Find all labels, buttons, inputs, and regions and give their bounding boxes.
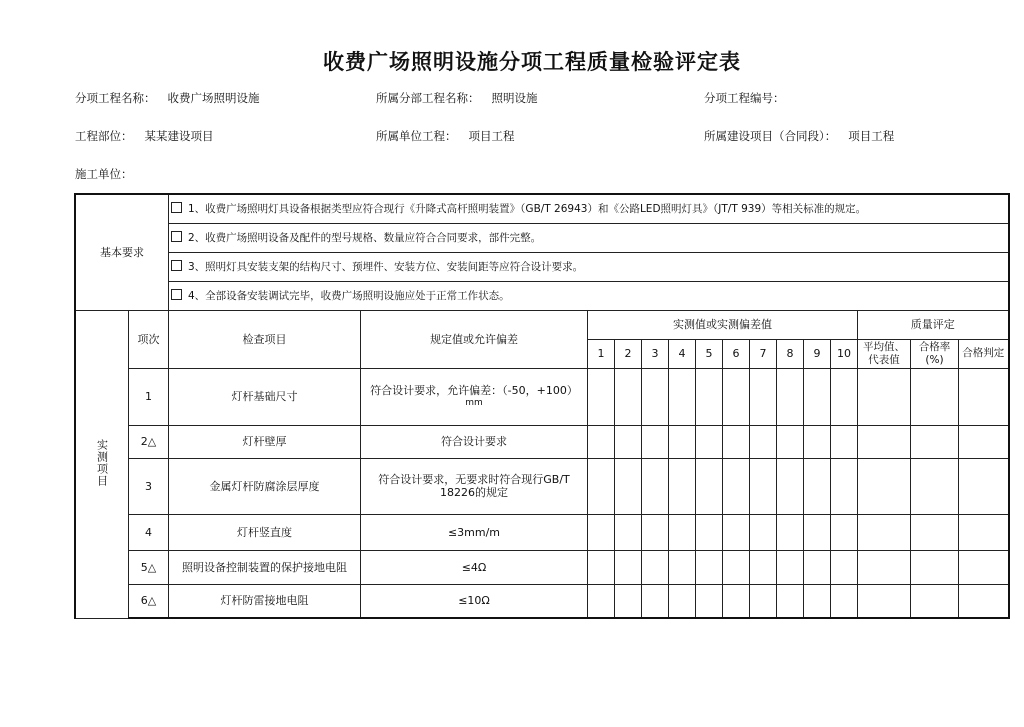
info-project-number — [704, 90, 797, 106]
measure-cell[interactable] — [696, 458, 723, 514]
info-value: 照明设施 — [491, 91, 538, 105]
measure-cell[interactable] — [750, 458, 777, 514]
measure-cell[interactable] — [642, 458, 669, 514]
pass-rate-cell[interactable] — [911, 584, 959, 618]
item-no: 6△ — [129, 584, 169, 618]
info-project-name — [75, 90, 260, 106]
check-item: 灯杆壁厚 — [169, 425, 361, 458]
measure-cell[interactable] — [615, 550, 642, 584]
measure-cell[interactable] — [750, 584, 777, 618]
pass-rate-cell[interactable] — [911, 368, 959, 425]
measure-cell[interactable] — [777, 425, 804, 458]
measure-cell[interactable] — [831, 514, 858, 550]
measure-cell[interactable] — [642, 550, 669, 584]
measure-cell[interactable] — [804, 368, 831, 425]
info-construction-project — [704, 128, 894, 144]
info-label: 分项工程名称： — [75, 91, 156, 105]
measure-cell[interactable] — [777, 514, 804, 550]
pass-rate-cell[interactable] — [911, 514, 959, 550]
measure-cell[interactable] — [831, 458, 858, 514]
checkbox[interactable] — [171, 289, 182, 300]
table-row — [75, 425, 1009, 458]
info-site — [75, 128, 214, 144]
measure-cell[interactable] — [642, 368, 669, 425]
info-unit-project — [376, 128, 515, 144]
measure-cell[interactable] — [588, 550, 615, 584]
table-row — [75, 368, 1009, 425]
measured-items-label: 实测项目 — [75, 310, 129, 618]
measure-cell[interactable] — [696, 368, 723, 425]
average-cell[interactable] — [858, 584, 911, 618]
measure-cell[interactable] — [831, 550, 858, 584]
pass-rate-cell[interactable] — [911, 458, 959, 514]
info-value: 项目工程 — [468, 129, 515, 143]
table-row — [75, 584, 1009, 618]
header-measure-col: 9 — [804, 339, 831, 368]
header-measure-col: 3 — [642, 339, 669, 368]
measure-cell[interactable] — [642, 584, 669, 618]
header-measure-col: 7 — [750, 339, 777, 368]
measure-cell[interactable] — [615, 584, 642, 618]
measure-cell[interactable] — [831, 368, 858, 425]
measure-cell[interactable] — [723, 458, 750, 514]
spec-value: ≤3mm/m — [361, 514, 588, 550]
info-value: 某某建设项目 — [144, 129, 214, 143]
requirement-item: 2、收费广场照明设备及配件的型号规格、数量应符合合同要求，部件完整。 — [169, 223, 1009, 252]
measure-cell[interactable] — [696, 425, 723, 458]
measure-cell[interactable] — [804, 550, 831, 584]
item-no: 1 — [129, 368, 169, 425]
measure-cell[interactable] — [750, 514, 777, 550]
check-item: 照明设备控制装置的保护接地电阻 — [169, 550, 361, 584]
judgment-cell[interactable] — [959, 584, 1009, 618]
measure-cell[interactable] — [642, 425, 669, 458]
header-judgment: 合格判定 — [959, 339, 1009, 368]
measure-cell[interactable] — [669, 584, 696, 618]
basic-requirements-label: 基本要求 — [75, 194, 169, 310]
info-label: 工程部位： — [75, 129, 133, 143]
checkbox[interactable] — [171, 202, 182, 213]
measure-cell[interactable] — [831, 584, 858, 618]
info-label: 所属单位工程： — [376, 129, 457, 143]
header-quality-assessment: 质量评定 — [858, 310, 1009, 339]
measure-cell[interactable] — [804, 458, 831, 514]
spec-value: 符合设计要求，无要求时符合现行GB/T 18226的规定 — [361, 458, 588, 514]
check-item: 灯杆竖直度 — [169, 514, 361, 550]
measure-cell[interactable] — [831, 425, 858, 458]
requirement-item: 3、照明灯具安装支架的结构尺寸、预埋件、安装方位、安装间距等应符合设计要求。 — [169, 252, 1009, 281]
measure-cell[interactable] — [777, 584, 804, 618]
measure-cell[interactable] — [588, 514, 615, 550]
average-cell[interactable] — [858, 514, 911, 550]
judgment-cell[interactable] — [959, 368, 1009, 425]
measure-cell[interactable] — [723, 550, 750, 584]
pass-rate-cell[interactable] — [911, 425, 959, 458]
header-measure-col: 2 — [615, 339, 642, 368]
info-label: 所属建设项目（合同段）： — [704, 129, 837, 143]
measure-cell[interactable] — [669, 425, 696, 458]
table-row — [75, 458, 1009, 514]
table-row — [75, 514, 1009, 550]
info-contractor — [75, 166, 145, 182]
spec-value: ≤4Ω — [361, 550, 588, 584]
info-division-name — [376, 90, 538, 106]
header-spec: 规定值或允许偏差 — [361, 310, 588, 368]
measure-cell[interactable] — [615, 514, 642, 550]
item-no: 3 — [129, 458, 169, 514]
judgment-cell[interactable] — [959, 514, 1009, 550]
item-no: 5△ — [129, 550, 169, 584]
requirement-item: 4、全部设备安装调试完毕，收费广场照明设施应处于正常工作状态。 — [169, 281, 1009, 310]
measure-cell[interactable] — [804, 425, 831, 458]
measure-cell[interactable] — [615, 368, 642, 425]
measure-cell[interactable] — [669, 368, 696, 425]
header-measure-col: 6 — [723, 339, 750, 368]
header-measure-col: 4 — [669, 339, 696, 368]
measure-cell[interactable] — [696, 584, 723, 618]
spec-value: ≤10Ω — [361, 584, 588, 618]
header-average: 平均值、代表值 — [858, 339, 911, 368]
measure-cell[interactable] — [588, 368, 615, 425]
measure-cell[interactable] — [669, 458, 696, 514]
check-item: 灯杆防雷接地电阻 — [169, 584, 361, 618]
header-check-item: 检查项目 — [169, 310, 361, 368]
measure-cell[interactable] — [804, 514, 831, 550]
header-item-no: 项次 — [129, 310, 169, 368]
form-title: 收费广场照明设施分项工程质量检验评定表 — [323, 50, 741, 74]
average-cell[interactable] — [858, 368, 911, 425]
measure-cell[interactable] — [723, 368, 750, 425]
judgment-cell[interactable] — [959, 550, 1009, 584]
header-measure-col: 5 — [696, 339, 723, 368]
measure-cell[interactable] — [669, 514, 696, 550]
checkbox[interactable] — [171, 231, 182, 242]
measure-cell[interactable] — [588, 458, 615, 514]
info-value: 收费广场照明设施 — [167, 91, 260, 105]
measure-cell[interactable] — [750, 550, 777, 584]
average-cell[interactable] — [858, 550, 911, 584]
measure-cell[interactable] — [804, 584, 831, 618]
measure-cell[interactable] — [615, 458, 642, 514]
checkbox[interactable] — [171, 260, 182, 271]
judgment-cell[interactable] — [959, 458, 1009, 514]
check-item: 金属灯杆防腐涂层厚度 — [169, 458, 361, 514]
info-label: 施工单位： — [75, 167, 133, 181]
measure-cell[interactable] — [723, 425, 750, 458]
info-value: 项目工程 — [848, 129, 895, 143]
measure-cell[interactable] — [588, 425, 615, 458]
spec-value: 符合设计要求，允许偏差：（-50，+100） mm — [361, 368, 588, 425]
measure-cell[interactable] — [750, 425, 777, 458]
measure-cell[interactable] — [723, 584, 750, 618]
info-label: 分项工程编号： — [704, 91, 785, 105]
measure-cell[interactable] — [777, 368, 804, 425]
measure-cell[interactable] — [750, 368, 777, 425]
measure-cell[interactable] — [696, 550, 723, 584]
check-item: 灯杆基础尺寸 — [169, 368, 361, 425]
measure-cell[interactable] — [777, 550, 804, 584]
measure-cell[interactable] — [696, 514, 723, 550]
average-cell[interactable] — [858, 458, 911, 514]
inspection-table — [74, 193, 1010, 619]
header-measured-values: 实测值或实测偏差值 — [588, 310, 858, 339]
header-pass-rate: 合格率(%) — [911, 339, 959, 368]
item-no: 4 — [129, 514, 169, 550]
measure-cell[interactable] — [588, 584, 615, 618]
pass-rate-cell[interactable] — [911, 550, 959, 584]
judgment-cell[interactable] — [959, 425, 1009, 458]
table-row — [75, 550, 1009, 584]
measure-cell[interactable] — [777, 458, 804, 514]
requirement-item: 1、收费广场照明灯具设备根据类型应符合现行《升降式高杆照明装置》（GB/T 26943）和《公路LED照明灯具》（JT/T 939）等相关标准的规定。 — [169, 194, 1009, 223]
header-measure-col: 1 — [588, 339, 615, 368]
spec-value: 符合设计要求 — [361, 425, 588, 458]
info-label: 所属分部工程名称： — [376, 91, 480, 105]
measure-cell[interactable] — [615, 425, 642, 458]
item-no: 2△ — [129, 425, 169, 458]
measure-cell[interactable] — [669, 550, 696, 584]
measure-cell[interactable] — [642, 514, 669, 550]
header-measure-col: 10 — [831, 339, 858, 368]
header-measure-col: 8 — [777, 339, 804, 368]
average-cell[interactable] — [858, 425, 911, 458]
measure-cell[interactable] — [723, 514, 750, 550]
